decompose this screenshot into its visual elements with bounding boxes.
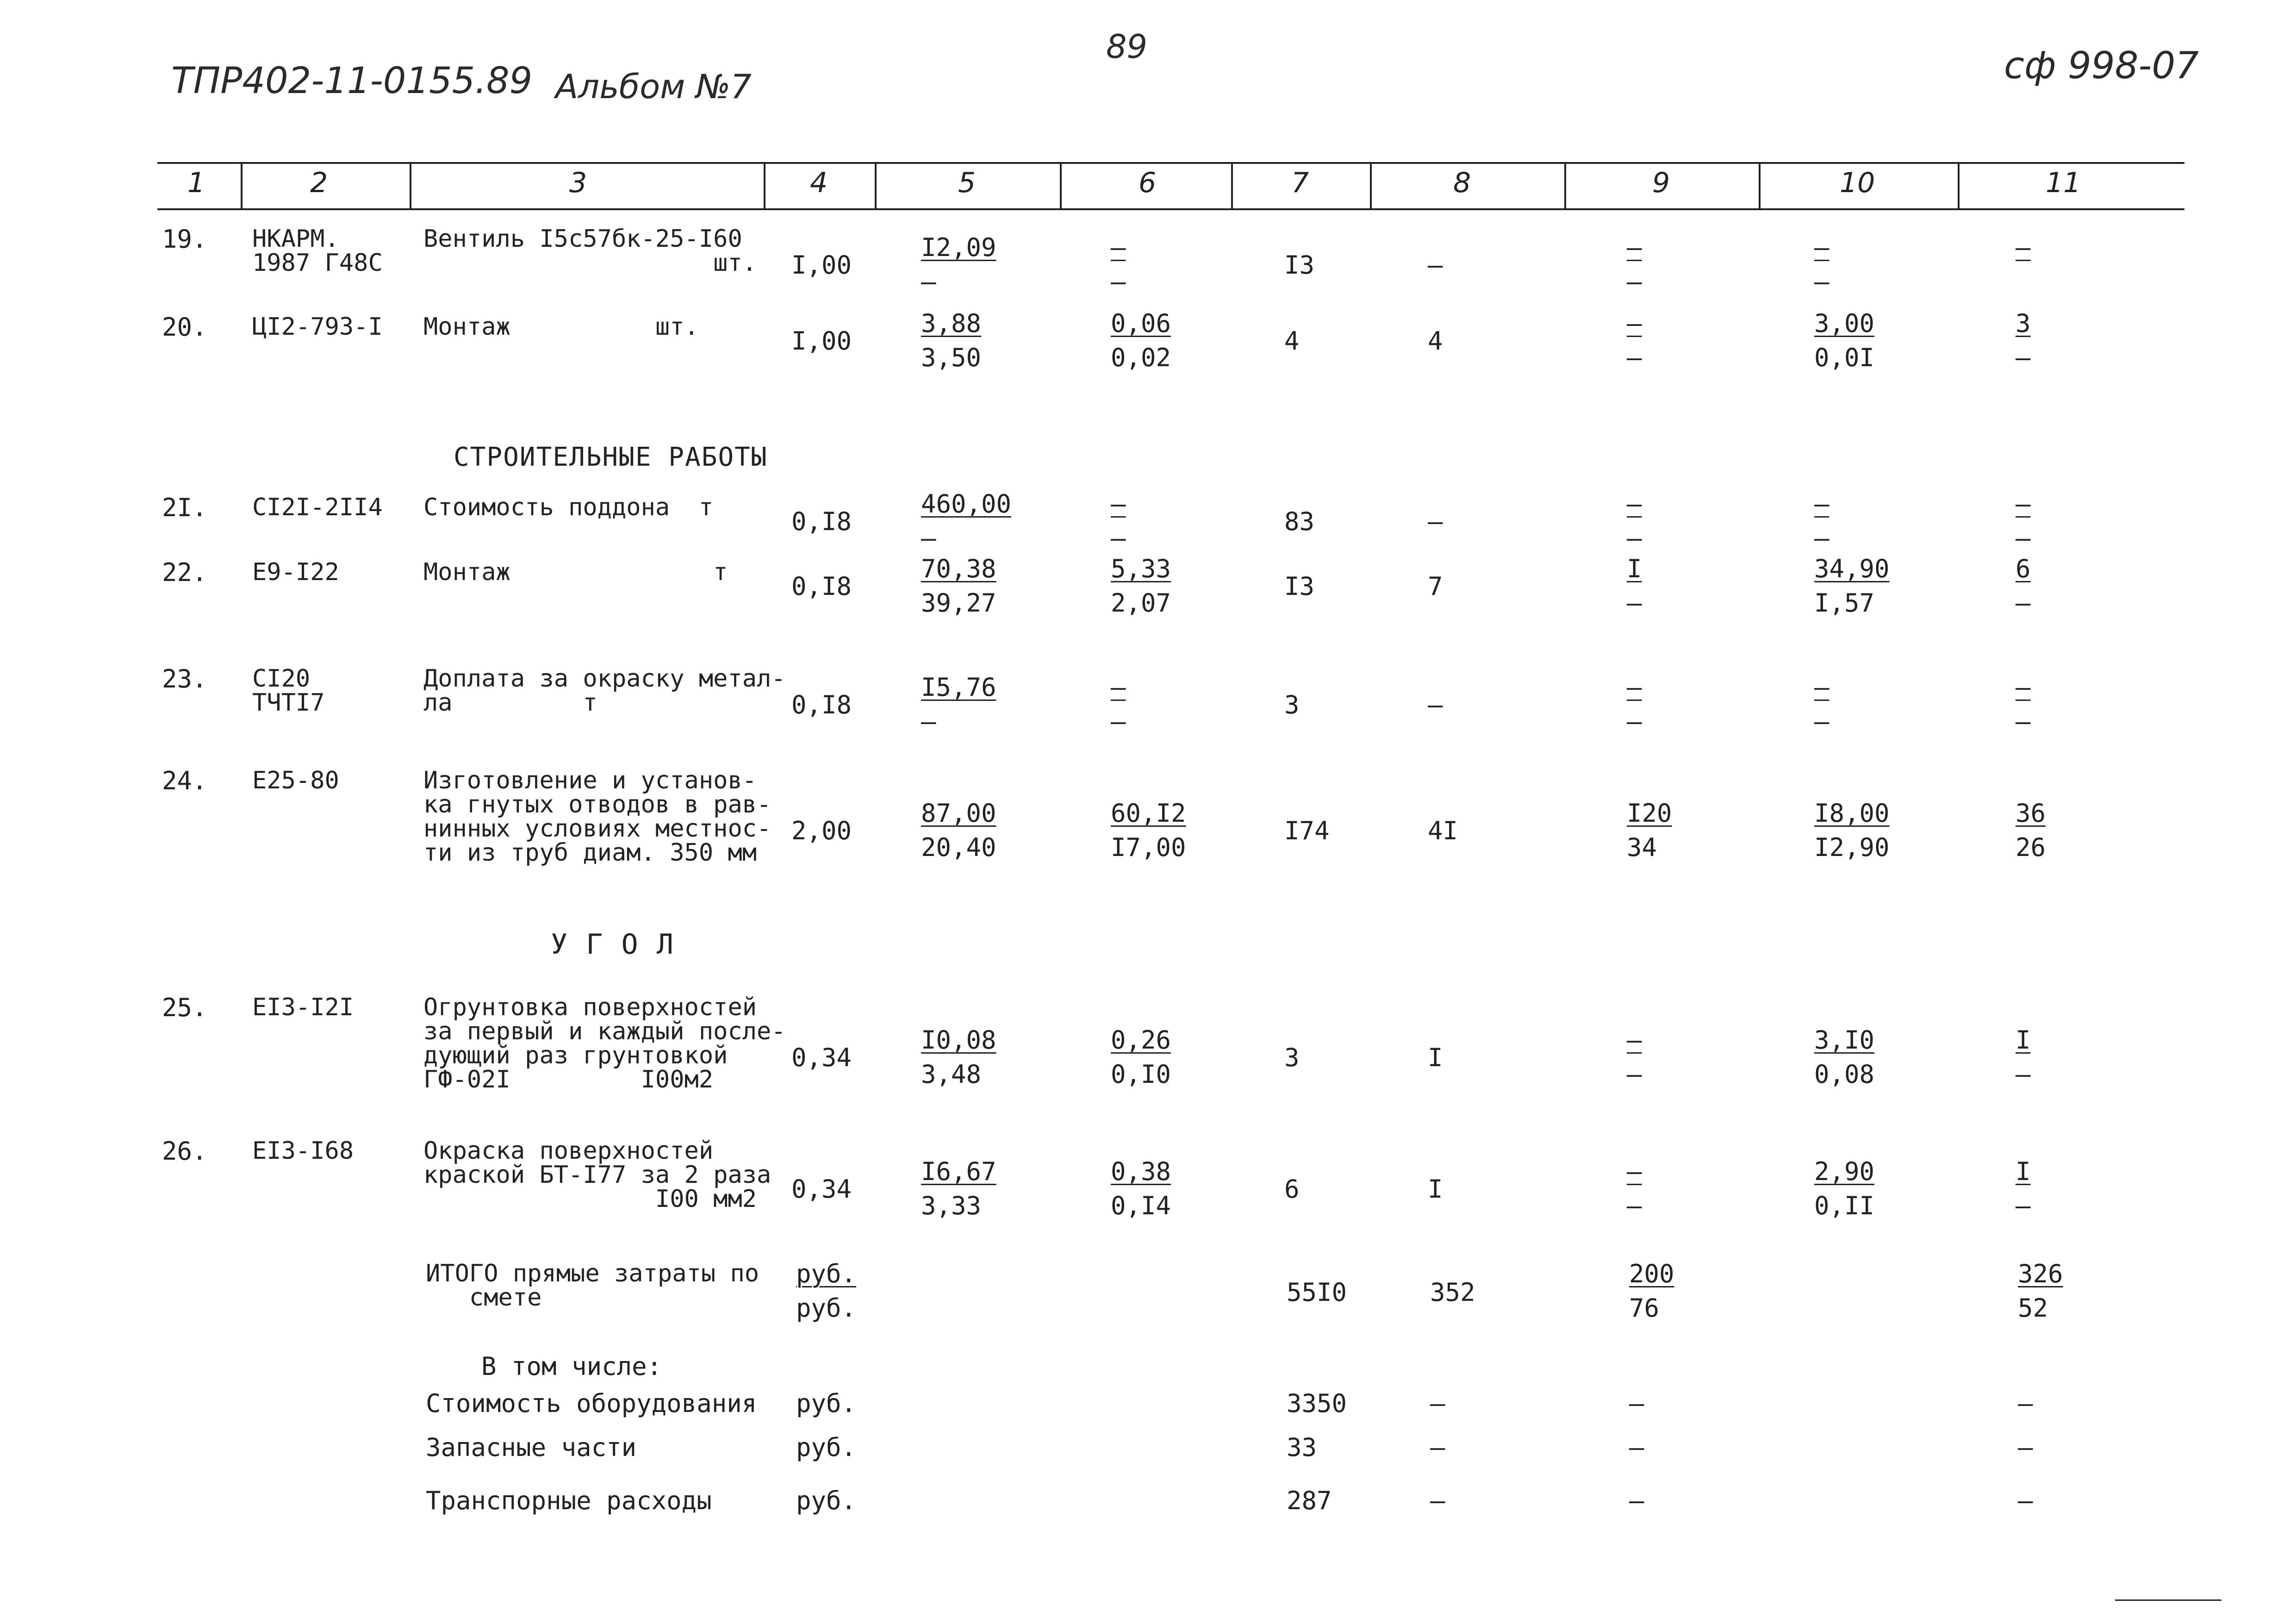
cell-col5 — [921, 1155, 996, 1223]
cell-col6 — [1111, 487, 1126, 556]
row-quantity: I,00 — [791, 326, 852, 356]
cell-col8: 4 — [1428, 326, 1443, 356]
including-item-unit: руб. — [796, 1389, 857, 1418]
row-number: 19. — [162, 225, 207, 254]
cell-col10-top: 3,00 — [1814, 309, 1875, 338]
col-divider — [1060, 162, 1062, 210]
column-header: 2 — [310, 167, 328, 199]
cell-col7: I3 — [1284, 572, 1315, 601]
cell-col7: 3 — [1284, 1043, 1300, 1072]
column-header: 4 — [810, 167, 828, 199]
cell-col11 — [2016, 487, 2031, 556]
cell-col9-bottom: – — [1627, 267, 1642, 296]
cell-col10-top: – — [1814, 233, 1829, 262]
row-number: 20. — [162, 312, 207, 342]
totals-unit — [796, 1257, 856, 1325]
cell-col6-top: 60,I2 — [1111, 799, 1186, 828]
cell-col5-top: I6,67 — [921, 1157, 996, 1186]
cell-col9-top: – — [1627, 673, 1642, 702]
cell-col9 — [1627, 670, 1642, 739]
including-item-c7: 33 — [1287, 1433, 1317, 1462]
including-item-label: Стоимость оборудования — [426, 1389, 757, 1418]
cell-col6 — [1111, 552, 1171, 620]
cell-col11-top: – — [2016, 489, 2031, 518]
totals-unit-bottom: руб. — [796, 1293, 857, 1323]
cell-col9-top: – — [1627, 309, 1642, 338]
cell-col6-top: 0,06 — [1111, 309, 1171, 338]
page-number: 89 — [1106, 28, 1148, 66]
column-header: 3 — [569, 167, 587, 199]
cell-col10 — [1814, 552, 1890, 620]
including-item-label: Запасные части — [426, 1433, 637, 1462]
cell-col6-bottom: – — [1111, 707, 1126, 736]
cell-col5 — [921, 487, 1011, 556]
row-code: СI20 ТЧТI7 — [252, 665, 325, 717]
cell-col11 — [2016, 670, 2031, 739]
cell-col10-bottom: 0,II — [1814, 1191, 1875, 1220]
column-header: 11 — [2046, 167, 2081, 199]
column-header: 6 — [1139, 167, 1157, 199]
cell-col8: I — [1428, 1043, 1443, 1072]
cell-col6-bottom: – — [1111, 267, 1126, 296]
cell-col7: I74 — [1284, 816, 1330, 845]
cell-col5-bottom: 39,27 — [921, 588, 996, 618]
cell-col5-bottom: – — [921, 524, 936, 553]
cell-col7: 6 — [1284, 1174, 1300, 1204]
cell-col11-top: I — [2016, 1157, 2031, 1186]
cell-col7: 4 — [1284, 326, 1300, 356]
cell-col9-bottom: – — [1627, 524, 1642, 553]
cell-col6 — [1111, 670, 1126, 739]
cell-col5-bottom: 3,50 — [921, 343, 982, 372]
row-code: ЕI3-I68 — [252, 1137, 354, 1165]
totals-label: ИТОГО прямые затраты по смете — [426, 1260, 759, 1312]
cell-col10-top: I8,00 — [1814, 799, 1890, 828]
cell-col9 — [1627, 1155, 1642, 1223]
cell-col10 — [1814, 1023, 1874, 1092]
column-header: 1 — [187, 167, 205, 199]
cell-col6-bottom: 0,02 — [1111, 343, 1171, 372]
header-bottom-rule — [157, 208, 2184, 210]
cell-col6-top: 0,38 — [1111, 1157, 1171, 1186]
cell-col11-bottom: – — [2016, 1191, 2031, 1220]
cell-col11 — [2016, 796, 2046, 865]
section-heading-construction: СТРОИТЕЛЬНЫЕ РАБОТЫ — [454, 442, 768, 472]
cell-col9-bottom: – — [1627, 1191, 1642, 1220]
including-item-c7: 287 — [1287, 1486, 1332, 1515]
row-description: Окраска поверхностей краской БТ-I77 за 2 раза I00 мм2 — [423, 1137, 772, 1213]
cell-col5 — [921, 306, 981, 375]
cell-col11-top: 36 — [2016, 799, 2046, 828]
cell-col6-bottom: I7,00 — [1111, 833, 1186, 862]
cell-col10-top: – — [1814, 489, 1829, 518]
cell-col5-top: I2,09 — [921, 233, 996, 262]
cell-col10-bottom: – — [1814, 707, 1829, 736]
cell-col11 — [2016, 1155, 2031, 1223]
including-item-c7: 3350 — [1287, 1389, 1347, 1418]
cell-col8: 4I — [1428, 816, 1458, 845]
cell-col11 — [2016, 231, 2031, 265]
including-item-c8: – — [1430, 1433, 1445, 1462]
col-divider — [1370, 162, 1372, 210]
cell-col10-bottom: I2,90 — [1814, 833, 1890, 862]
totals-c9 — [1629, 1257, 1674, 1325]
cell-col6-bottom: – — [1111, 524, 1126, 553]
column-header: 10 — [1840, 167, 1875, 199]
cell-col9-bottom: – — [1627, 588, 1642, 618]
cell-col8: – — [1428, 690, 1443, 719]
cell-col6 — [1111, 1155, 1171, 1223]
totals-c7: 55I0 — [1287, 1278, 1347, 1307]
cell-col9 — [1627, 487, 1642, 556]
including-item-unit: руб. — [796, 1486, 857, 1515]
row-number: 23. — [162, 664, 207, 693]
cell-col11-top: – — [2016, 673, 2031, 702]
cell-col10 — [1814, 796, 1890, 865]
row-description: Вентиль I5с57бк-25-I60 шт. — [423, 225, 757, 277]
cell-col9-top: – — [1627, 1157, 1642, 1186]
cell-col9-bottom: – — [1627, 1060, 1642, 1089]
including-item-c9: – — [1629, 1433, 1644, 1462]
cell-col5-bottom: 3,48 — [921, 1060, 982, 1089]
cell-col9-top: I20 — [1627, 799, 1672, 828]
column-header: 8 — [1453, 167, 1471, 199]
row-code: СI2I-2II4 — [252, 493, 383, 521]
cell-col11-top: I — [2016, 1025, 2031, 1055]
row-description: Монтаж т — [423, 558, 728, 586]
cell-col9-bottom: – — [1627, 707, 1642, 736]
cell-col5 — [921, 552, 996, 620]
including-item-c9: – — [1629, 1389, 1644, 1418]
cell-col6-top: – — [1111, 673, 1126, 702]
row-quantity: I,00 — [791, 250, 852, 280]
cell-col11-top: 3 — [2016, 309, 2031, 338]
including-label: В том числе: — [481, 1352, 662, 1381]
column-header: 9 — [1652, 167, 1670, 199]
cell-col5 — [921, 670, 996, 739]
bottom-rule — [2115, 1599, 2221, 1601]
cell-col5-bottom: 3,33 — [921, 1191, 982, 1220]
cell-col11 — [2016, 306, 2031, 375]
cell-col10 — [1814, 487, 1829, 556]
row-code: ЕI3-I2I — [252, 993, 354, 1021]
row-number: 26. — [162, 1137, 207, 1166]
cell-col5-top: I5,76 — [921, 673, 996, 702]
row-number: 24. — [162, 766, 207, 795]
cell-col9-top: – — [1627, 489, 1642, 518]
row-quantity: 0,I8 — [791, 572, 852, 601]
cell-col9 — [1627, 796, 1672, 865]
cell-col11-bottom: – — [2016, 588, 2031, 618]
document-code: ТПР402-11-0155.89 — [171, 60, 533, 102]
row-quantity: 0,34 — [791, 1174, 852, 1204]
cell-col9-top: – — [1627, 233, 1642, 262]
cell-col10-bottom: I,57 — [1814, 588, 1875, 618]
row-number: 2I. — [162, 493, 207, 522]
row-description: Доплата за окраску метал- ла т — [423, 665, 786, 717]
cell-col5 — [921, 796, 996, 865]
row-quantity: 2,00 — [791, 816, 852, 845]
col-divider — [764, 162, 765, 210]
row-quantity: 0,I8 — [791, 507, 852, 536]
col-divider — [241, 162, 243, 210]
header-top-rule — [157, 162, 2184, 164]
cell-col5-top: 460,00 — [921, 489, 1012, 518]
cell-col5 — [921, 231, 996, 299]
cell-col5-bottom: – — [921, 707, 936, 736]
col-divider — [1759, 162, 1761, 210]
row-code: НКАРМ. 1987 Г48С — [252, 225, 383, 277]
cell-col9-bottom: – — [1627, 343, 1642, 372]
cell-col9-bottom: 34 — [1627, 833, 1657, 862]
cell-col5-bottom: – — [921, 267, 936, 296]
totals-c11-bottom: 52 — [2018, 1293, 2048, 1323]
row-code: Е25-80 — [252, 767, 339, 794]
including-item-unit: руб. — [796, 1433, 857, 1462]
cell-col6 — [1111, 796, 1186, 865]
cell-col10 — [1814, 670, 1829, 739]
row-number: 22. — [162, 558, 207, 587]
cell-col7: 83 — [1284, 507, 1315, 536]
including-item-c9: – — [1629, 1486, 1644, 1515]
col-divider — [1231, 162, 1233, 210]
cell-col10-bottom: – — [1814, 267, 1829, 296]
section-heading-angle: У Г О Л — [551, 928, 674, 961]
cell-col10-top: 34,90 — [1814, 554, 1890, 583]
including-item-c11: – — [2018, 1433, 2033, 1462]
column-header: 5 — [958, 167, 976, 199]
cell-col5-bottom: 20,40 — [921, 833, 996, 862]
totals-c11 — [2018, 1257, 2063, 1325]
cell-col9-top: I — [1627, 554, 1642, 583]
including-item-c8: – — [1430, 1389, 1445, 1418]
cell-col10-bottom: 0,0I — [1814, 343, 1875, 372]
cell-col7: 3 — [1284, 690, 1300, 719]
cell-col8: I — [1428, 1174, 1443, 1204]
cell-col6 — [1111, 231, 1126, 299]
cell-col5 — [921, 1023, 996, 1092]
cell-col6-bottom: 2,07 — [1111, 588, 1171, 618]
cell-col5-top: 3,88 — [921, 309, 982, 338]
row-description: Огрунтовка поверхностей за первый и каждый после- дующий раз грунтовкой ГФ-02I I00м2 — [423, 993, 786, 1093]
cell-col9 — [1627, 552, 1642, 620]
cell-col8: 7 — [1428, 572, 1443, 601]
row-description: Монтаж шт. — [423, 313, 699, 341]
cell-col11-top: – — [2016, 233, 2031, 262]
cell-col8: – — [1428, 250, 1443, 280]
col-divider — [1564, 162, 1566, 210]
row-number: 25. — [162, 993, 207, 1022]
cell-col5-top: 70,38 — [921, 554, 996, 583]
including-item-c11: – — [2018, 1389, 2033, 1418]
cell-col10-top: – — [1814, 673, 1829, 702]
including-item-c8: – — [1430, 1486, 1445, 1515]
cell-col6-top: – — [1111, 489, 1126, 518]
row-description: Стоимость поддона т — [423, 493, 714, 521]
totals-c9-top: 200 — [1629, 1259, 1674, 1288]
cell-col5-top: I0,08 — [921, 1025, 996, 1055]
cell-col6-top: – — [1111, 233, 1126, 262]
cell-col6 — [1111, 1023, 1171, 1092]
cell-col5-top: 87,00 — [921, 799, 996, 828]
row-quantity: 0,34 — [791, 1043, 852, 1072]
cell-col11-bottom: – — [2016, 707, 2031, 736]
including-item-label: Транспорные расходы — [426, 1486, 712, 1515]
cell-col6-top: 0,26 — [1111, 1025, 1171, 1055]
including-item-c11: – — [2018, 1486, 2033, 1515]
col-divider — [410, 162, 411, 210]
cell-col8: – — [1428, 507, 1443, 536]
cell-col11 — [2016, 552, 2031, 620]
cell-col11-bottom: – — [2016, 1060, 2031, 1089]
col-divider — [875, 162, 877, 210]
cell-col11-bottom: – — [2016, 524, 2031, 553]
cell-col9-top: – — [1627, 1025, 1642, 1055]
row-code: ЦI2-793-I — [252, 313, 383, 341]
cell-col11-bottom: 26 — [2016, 833, 2046, 862]
cell-col9 — [1627, 1023, 1642, 1092]
cell-col11-bottom: – — [2016, 343, 2031, 372]
cell-col6 — [1111, 306, 1171, 375]
cell-col10 — [1814, 1155, 1874, 1223]
corner-mark: сф 998-07 — [2004, 44, 2199, 87]
cell-col9 — [1627, 306, 1642, 375]
cell-col6-top: 5,33 — [1111, 554, 1171, 583]
cell-col7: I3 — [1284, 250, 1315, 280]
cell-col11-top: 6 — [2016, 554, 2031, 583]
cell-col6-bottom: 0,I4 — [1111, 1191, 1171, 1220]
cell-col10-top: 3,I0 — [1814, 1025, 1875, 1055]
row-quantity: 0,I8 — [791, 690, 852, 719]
cell-col11 — [2016, 1023, 2031, 1092]
row-description: Изготовление и установ- ка гнутых отводов в рав- нинных условиях местнос- ти из труб диам. 350 мм — [423, 767, 772, 867]
cell-col9 — [1627, 231, 1642, 299]
totals-c11-top: 326 — [2018, 1259, 2063, 1288]
totals-c9-bottom: 76 — [1629, 1293, 1660, 1323]
cell-col10 — [1814, 306, 1874, 375]
col-divider — [1958, 162, 1960, 210]
cell-col6-bottom: 0,I0 — [1111, 1060, 1171, 1089]
cell-col10-top: 2,90 — [1814, 1157, 1875, 1186]
totals-unit-top: руб. — [796, 1259, 857, 1288]
album-label: Альбом №7 — [555, 67, 752, 106]
cell-col10-bottom: – — [1814, 524, 1829, 553]
cell-col10-bottom: 0,08 — [1814, 1060, 1875, 1089]
totals-c8: 352 — [1430, 1278, 1475, 1307]
cell-col10 — [1814, 231, 1829, 299]
row-code: Е9-I22 — [252, 558, 339, 586]
column-header: 7 — [1291, 167, 1309, 199]
